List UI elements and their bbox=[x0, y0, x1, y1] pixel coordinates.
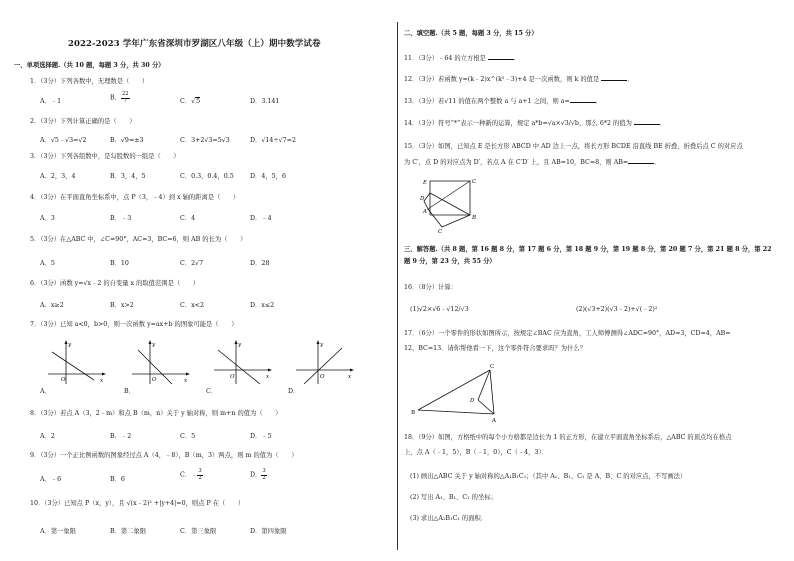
q10-option-c: C．第三象限 bbox=[180, 528, 217, 535]
q6-option-a: A．x≥2 bbox=[40, 302, 64, 309]
q7d-axis-x: x bbox=[348, 374, 352, 380]
q18-part-3: (3) 求出△A₁B₁C₁ 的面积． bbox=[410, 515, 488, 522]
q6-option-c: C．x<2 bbox=[180, 302, 204, 309]
q1-option-a: A．﹣1 bbox=[40, 98, 62, 105]
q8-option-a: A．2 bbox=[40, 433, 55, 440]
q8-option-d: D．﹣5 bbox=[250, 433, 272, 440]
q7b-axis-y: y bbox=[152, 342, 156, 348]
q8-option-b: B．﹣2 bbox=[110, 433, 132, 440]
q18-part-2: (2) 写出 A₁、B₁、C₁ 的坐标； bbox=[410, 494, 497, 501]
question-9-stem: 9．（3分）一个正比例函数的图象经过点 A（4，﹣8），B（m，3）两点，则 m 的值为（ ） bbox=[30, 452, 298, 459]
question-18-line1: 18．（9分）如图，方格纸中的每个小方格都是边长为 1 的正方形，在建立平面直角坐标系后，△ABC 的顶点均在格点 bbox=[404, 434, 732, 441]
q9-option-b: B．6 bbox=[110, 476, 125, 483]
q2-option-a: A．√5﹣√3=√2 bbox=[40, 137, 87, 144]
q17-label-d: D bbox=[470, 398, 475, 404]
question-12: 12．（3分）若函数 y=(k﹣2)x^(k²﹣3)+4 是一次函数，则 k 的值是 ． bbox=[404, 76, 634, 83]
q5-option-b: B．10 bbox=[110, 260, 129, 267]
question-17-line1: 17．（6分）一个零件的形状如图所示，按规定∠BAC 应为直角，工人师傅测得∠ADC=90°，AD=3，CD=4，AB= bbox=[404, 330, 731, 337]
q7a-axis-x: x bbox=[100, 378, 104, 384]
question-8-stem: 8．（3分）若点 A（3，2﹣m）和点 B（m，n）关于 y 轴对称，则 m+n 的值为（ ） bbox=[30, 410, 282, 417]
q15-label-c-prime: C bbox=[438, 229, 443, 235]
q15-figure bbox=[420, 173, 480, 233]
q8-option-c: C．5 bbox=[180, 433, 196, 440]
section-solutions-cont: 题 9 分，第 23 分，共 55 分） bbox=[404, 258, 496, 265]
page-title: 2022-2023 学年广东省深圳市罗湖区八年级（上）期中数学试卷 bbox=[68, 39, 321, 49]
section-fill-in: 二、填空题.（共 5 题，每题 3 分，共 15 分） bbox=[404, 30, 538, 37]
section-single-choice: 一、单项选择题.（共 10 题，每题 3 分，共 30 分） bbox=[14, 62, 165, 69]
question-15-line2: 为 C′，点 D 的对应点为 D′，若点 A 在 C′D′ 上，且 AB=10，BC=8，则 AB= ． bbox=[404, 159, 661, 166]
question-15-line1: 15．（3分）如图，已知点 E 是长方形 ABCD 中 AD 边上一点，将长方形 BCDE 沿直线 BE 折叠，折叠后点 C 的对应点 bbox=[404, 143, 743, 150]
q7c-axis-x: x bbox=[266, 374, 270, 380]
q15-label-b: B bbox=[472, 215, 477, 221]
q4-option-a: A．3 bbox=[40, 215, 55, 222]
q7-graph-d bbox=[292, 340, 358, 388]
q3-option-d: D．4，5，6 bbox=[250, 173, 286, 180]
question-3-stem: 3．（3分）下列各组数中，是勾股数的一组是（ ） bbox=[30, 153, 180, 160]
q4-option-b: B．﹣3 bbox=[110, 215, 132, 222]
q2-option-c: C．3+2√3=5√3 bbox=[180, 137, 230, 144]
q7-option-d: D． bbox=[288, 388, 300, 395]
q17-label-a: A bbox=[492, 418, 496, 424]
section-solutions: 三、解答题.（共 8 题，第 16 题 8 分，第 17 题 6 分，第 18 题 9 分，第 19 题 8 分，第 20 题 7 分，第 21 题 8 分，第 22 bbox=[404, 246, 772, 253]
q5-option-a: A．5 bbox=[40, 260, 55, 267]
q1-option-d: D．3.141 bbox=[250, 98, 280, 105]
question-4-stem: 4．（3分）在平面直角坐标系中，点 P（3，﹣4）到 x 轴的距离是（ ） bbox=[30, 194, 240, 201]
q7b-axis-x: x bbox=[184, 378, 188, 384]
q10-option-a: A．第一象限 bbox=[40, 528, 77, 535]
q7-option-a: A． bbox=[40, 388, 51, 395]
question-10-stem: 10．（3分）已知点 P（x，y），且 √(x﹣2)² +|y+4|=0，则点 P 在（ ） bbox=[30, 500, 245, 507]
q15-label-e: E bbox=[423, 180, 428, 186]
question-1-stem: 1．（3分）下列各数中，无理数是（ ） bbox=[30, 78, 149, 85]
q3-option-a: A．2，3，4 bbox=[40, 173, 76, 180]
q17-label-b: B bbox=[411, 410, 416, 416]
question-18-line2: 上，点 A（﹣1，5），B（﹣1，0），C（﹣4，3）． bbox=[404, 449, 548, 456]
q7-graph-c bbox=[210, 340, 276, 388]
q10-option-d: D．第四象限 bbox=[250, 528, 287, 535]
right-column bbox=[398, 0, 794, 561]
q7c-origin: O bbox=[230, 374, 235, 380]
q10-option-b: B．第二象限 bbox=[110, 528, 147, 535]
q17-label-c: C bbox=[490, 364, 495, 370]
q9-option-c: C．﹣ $\frac{3}{2}$ bbox=[180, 468, 202, 481]
question-7-stem: 7．（3分）已知 a<0，b>0，则一次函数 y=ax+b 的图象可能是（ ） bbox=[30, 321, 238, 328]
q5-option-d: D．28 bbox=[250, 260, 270, 267]
q2-option-b: B．√9=±3 bbox=[110, 137, 144, 144]
q16-part-1: (1)√2×√6﹣√12/√3 bbox=[410, 306, 469, 313]
q1-option-c: C．√5 bbox=[180, 98, 201, 105]
q4-option-c: C．4 bbox=[180, 215, 196, 222]
q16-part-2: (2)(√3+2)(√3﹣2)+√(﹣2)² bbox=[576, 306, 658, 313]
question-13: 13．（3分）若√11 的值在两个整数 a 与 a+1 之间，则 a= ． bbox=[404, 98, 603, 105]
q6-option-b: B．x>2 bbox=[110, 302, 134, 309]
q7b-origin: O bbox=[152, 377, 157, 383]
q15-label-a: A bbox=[423, 209, 427, 215]
q9-option-d: D． $\frac{3}{2}$ bbox=[250, 468, 266, 481]
question-16-stem: 16．（8分）计算： bbox=[404, 284, 457, 291]
question-11: 11．（3分）﹣64 的立方根是 ． bbox=[404, 55, 521, 62]
q6-option-d: D．x≤2 bbox=[250, 302, 275, 309]
q3-option-b: B．3，4，5 bbox=[110, 173, 146, 180]
q1-option-b: B． $\frac{22}{7}$ bbox=[110, 91, 129, 104]
question-17-line2: 12，BC=13．请你帮他看一下，这个零件符合要求吗？为什么？ bbox=[404, 345, 586, 352]
q7a-origin: O bbox=[61, 377, 66, 383]
q9-option-a: A．﹣6 bbox=[40, 476, 62, 483]
q3-option-c: C．0.3，0.4，0.5 bbox=[180, 173, 234, 180]
question-14: 14．（3分）符号“*”表示一种新的运算，规定 a*b=√a×√3/√b，那么 6*2 的值为 ． bbox=[404, 120, 667, 127]
q7d-axis-y: y bbox=[320, 342, 324, 348]
q18-part-1: (1) 画出△ABC 关于 y 轴对称的△A₁B₁C₁；（其中 A₁、B₁、C₁ 是 A、B、C 的对应点，不写画法） bbox=[410, 473, 687, 480]
question-6-stem: 6．（3分）函数 y=√x﹣2 的自变量 x 的取值范围是（ ） bbox=[30, 280, 200, 287]
q7d-origin: O bbox=[320, 374, 325, 380]
q7-graph-a bbox=[44, 340, 110, 388]
q7-option-b: B． bbox=[124, 388, 135, 395]
q15-label-c: C bbox=[472, 179, 477, 185]
q15-label-d: D bbox=[420, 196, 425, 202]
q7-option-c: C． bbox=[206, 388, 218, 395]
q17-figure bbox=[410, 362, 500, 422]
q4-option-d: D．﹣4 bbox=[250, 215, 272, 222]
q7-graph-b bbox=[128, 340, 194, 388]
q7a-axis-y: y bbox=[68, 342, 72, 348]
question-2-stem: 2．（3分）下列计算正确的是（ ） bbox=[30, 118, 136, 125]
q2-option-d: D．√14÷√7=2 bbox=[250, 137, 296, 144]
q5-option-c: C．2√7 bbox=[180, 260, 204, 267]
question-5-stem: 5．（3分）在△ABC 中，∠C=90°，AC=3，BC=6，则 AB 的长为（ ） bbox=[30, 236, 247, 243]
q7c-axis-y: y bbox=[238, 342, 242, 348]
